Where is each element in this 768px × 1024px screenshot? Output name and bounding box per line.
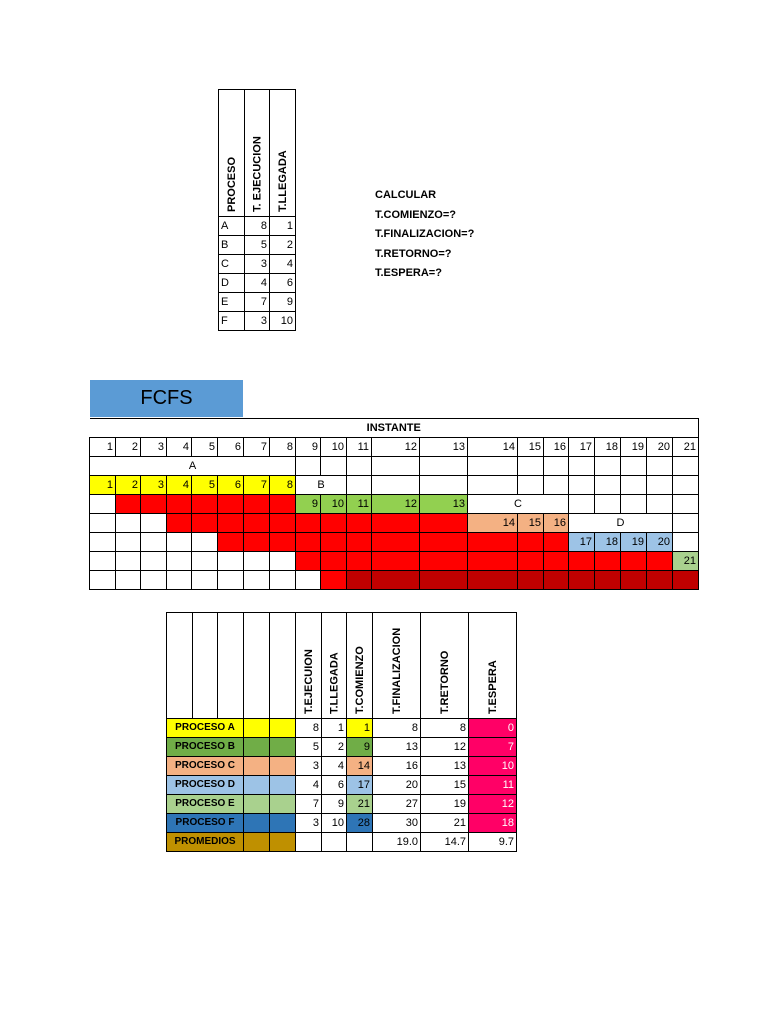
table-row — [219, 255, 296, 274]
process-name: PROCESO B — [167, 738, 244, 757]
cell: 3 — [296, 814, 322, 833]
cell: 0 — [469, 719, 517, 738]
gantt-instants-row — [90, 438, 699, 457]
instant-cell: 15 — [518, 438, 544, 457]
cell: 9 — [322, 795, 347, 814]
instant-cell: 2 — [116, 438, 141, 457]
gantt-cell-e: 21 — [673, 552, 699, 571]
cell: 15 — [421, 776, 469, 795]
table-row — [167, 757, 517, 776]
cell: 8 — [421, 719, 469, 738]
cell: 11 — [469, 776, 517, 795]
cell: 19 — [421, 795, 469, 814]
gantt-cell-a: 1 — [90, 476, 116, 495]
instant-cell: 6 — [218, 438, 244, 457]
instant-cell: 8 — [270, 438, 296, 457]
cell: 10 — [270, 312, 296, 331]
cell: 4 — [270, 255, 296, 274]
cell: C — [219, 255, 245, 274]
cell: 1 — [322, 719, 347, 738]
cell: 4 — [322, 757, 347, 776]
gantt-cell-c: 15 — [518, 514, 544, 533]
gantt-cell-a: 8 — [270, 476, 296, 495]
cell: 12 — [421, 738, 469, 757]
instant-cell: 12 — [372, 438, 420, 457]
gantt-cell-b: 11 — [347, 495, 372, 514]
table-row — [167, 738, 517, 757]
cell: 20 — [373, 776, 421, 795]
label-c: C — [468, 495, 569, 514]
cell: 5 — [245, 236, 270, 255]
header-t-espera: T.ESPERA — [469, 613, 517, 719]
label-b: B — [296, 476, 347, 495]
gantt-cell-b: 9 — [296, 495, 321, 514]
instant-cell: 21 — [673, 438, 699, 457]
instant-cell: 20 — [647, 438, 673, 457]
cell: 13 — [373, 738, 421, 757]
calc-line: T.ESPERA=? — [375, 267, 442, 279]
calc-line: T.RETORNO=? — [375, 247, 452, 260]
header-t-ejecucion: T. EJECUCION — [245, 90, 270, 217]
cell: 8 — [373, 719, 421, 738]
calc-line: T.FINALIZACION=? — [375, 228, 475, 240]
cell: 10 — [469, 757, 517, 776]
gantt-row — [90, 533, 699, 552]
cell: 28 — [347, 814, 373, 833]
gantt-cell-a: 4 — [167, 476, 192, 495]
gantt-cell-d: 17 — [569, 533, 595, 552]
instant-cell: 1 — [90, 438, 116, 457]
cell: 9 — [270, 293, 296, 312]
cell: 14 — [347, 757, 373, 776]
gantt-cell-d: 19 — [621, 533, 647, 552]
cell: 5 — [296, 738, 322, 757]
table-row — [219, 217, 296, 236]
process-name: PROCESO C — [167, 757, 244, 776]
gantt-title: INSTANTE — [90, 419, 699, 438]
cell: 21 — [421, 814, 469, 833]
instant-cell: 11 — [347, 438, 372, 457]
gantt-row — [90, 457, 699, 476]
averages-row — [167, 833, 517, 852]
process-name: PROCESO F — [167, 814, 244, 833]
gantt-cell-a: 3 — [141, 476, 167, 495]
table-row — [219, 312, 296, 331]
calc-instructions — [375, 186, 474, 284]
cell: 12 — [469, 795, 517, 814]
instant-cell: 19 — [621, 438, 647, 457]
cell: 1 — [347, 719, 373, 738]
gantt-cell-a: 6 — [218, 476, 244, 495]
gantt-cell-d: 18 — [595, 533, 621, 552]
cell: 7 — [296, 795, 322, 814]
cell: 27 — [373, 795, 421, 814]
gantt-cell-c: 16 — [544, 514, 569, 533]
cell: 2 — [322, 738, 347, 757]
table-row — [167, 795, 517, 814]
instant-cell: 10 — [321, 438, 347, 457]
cell: 4 — [296, 776, 322, 795]
cell: 3 — [245, 255, 270, 274]
gantt-table — [89, 418, 699, 590]
cell: 17 — [347, 776, 373, 795]
table-row — [219, 236, 296, 255]
gantt-row — [90, 571, 699, 590]
cell: E — [219, 293, 245, 312]
gantt-cell-a: 2 — [116, 476, 141, 495]
header-t-retorno: T.RETORNO — [421, 613, 469, 719]
cell: 16 — [373, 757, 421, 776]
instant-cell: 3 — [141, 438, 167, 457]
process-name: PROCESO E — [167, 795, 244, 814]
cell: D — [219, 274, 245, 293]
gantt-cell-b: 12 — [372, 495, 420, 514]
cell: A — [219, 217, 245, 236]
cell: 30 — [373, 814, 421, 833]
cell: 21 — [347, 795, 373, 814]
results-table — [166, 612, 517, 852]
instant-cell: 13 — [420, 438, 468, 457]
table-row — [167, 814, 517, 833]
header-t-comienzo: T.COMIENZO — [347, 613, 373, 719]
gantt-row — [90, 476, 699, 495]
label-a: A — [90, 457, 296, 476]
avg-espera: 9.7 — [469, 833, 517, 852]
avg-retorno: 14.7 — [421, 833, 469, 852]
instant-cell: 18 — [595, 438, 621, 457]
calc-line: CALCULAR — [375, 189, 437, 201]
cell: 2 — [270, 236, 296, 255]
label-d: D — [569, 514, 673, 533]
cell: 10 — [322, 814, 347, 833]
averages-label: PROMEDIOS — [167, 833, 244, 852]
cell: 4 — [245, 274, 270, 293]
header-t-llegada: T.LLEGADA — [270, 90, 296, 217]
cell: F — [219, 312, 245, 331]
instant-cell: 17 — [569, 438, 595, 457]
instant-cell: 9 — [296, 438, 321, 457]
gantt-cell-a: 5 — [192, 476, 218, 495]
instant-cell: 14 — [468, 438, 518, 457]
gantt-title-row — [90, 419, 699, 438]
instant-cell: 4 — [167, 438, 192, 457]
gantt-row — [90, 552, 699, 571]
cell: 13 — [421, 757, 469, 776]
gantt-cell-c: 14 — [468, 514, 518, 533]
cell: 9 — [347, 738, 373, 757]
input-table — [218, 89, 296, 331]
gantt-row — [90, 514, 699, 533]
instant-cell: 7 — [244, 438, 270, 457]
header-t-llegada: T.LLEGADA — [322, 613, 347, 719]
table-row — [219, 274, 296, 293]
process-name: PROCESO A — [167, 719, 244, 738]
cell: 6 — [270, 274, 296, 293]
instant-cell: 5 — [192, 438, 218, 457]
table-row — [167, 719, 517, 738]
gantt-cell-d: 20 — [647, 533, 673, 552]
cell: 18 — [469, 814, 517, 833]
avg-finalizacion: 19.0 — [373, 833, 421, 852]
cell: 3 — [296, 757, 322, 776]
gantt-cell-b: 13 — [420, 495, 468, 514]
gantt-row — [90, 495, 699, 514]
header-proceso: PROCESO — [219, 90, 245, 217]
process-name: PROCESO D — [167, 776, 244, 795]
instant-cell: 16 — [544, 438, 569, 457]
header-t-finalizacion: T.FINALIZACION — [373, 613, 421, 719]
header-t-ejecuion: T.EJECUION — [296, 613, 322, 719]
cell: 6 — [322, 776, 347, 795]
gantt-cell-b: 10 — [321, 495, 347, 514]
table-row — [219, 293, 296, 312]
cell: 8 — [296, 719, 322, 738]
calc-line: T.COMIENZO=? — [375, 208, 456, 221]
cell: 1 — [270, 217, 296, 236]
gantt-cell-a: 7 — [244, 476, 270, 495]
cell: 7 — [245, 293, 270, 312]
cell: 7 — [469, 738, 517, 757]
cell: 8 — [245, 217, 270, 236]
cell: 3 — [245, 312, 270, 331]
cell: B — [219, 236, 245, 255]
results-header-row — [167, 613, 517, 719]
table-row — [167, 776, 517, 795]
fcfs-banner: FCFS — [90, 380, 243, 417]
